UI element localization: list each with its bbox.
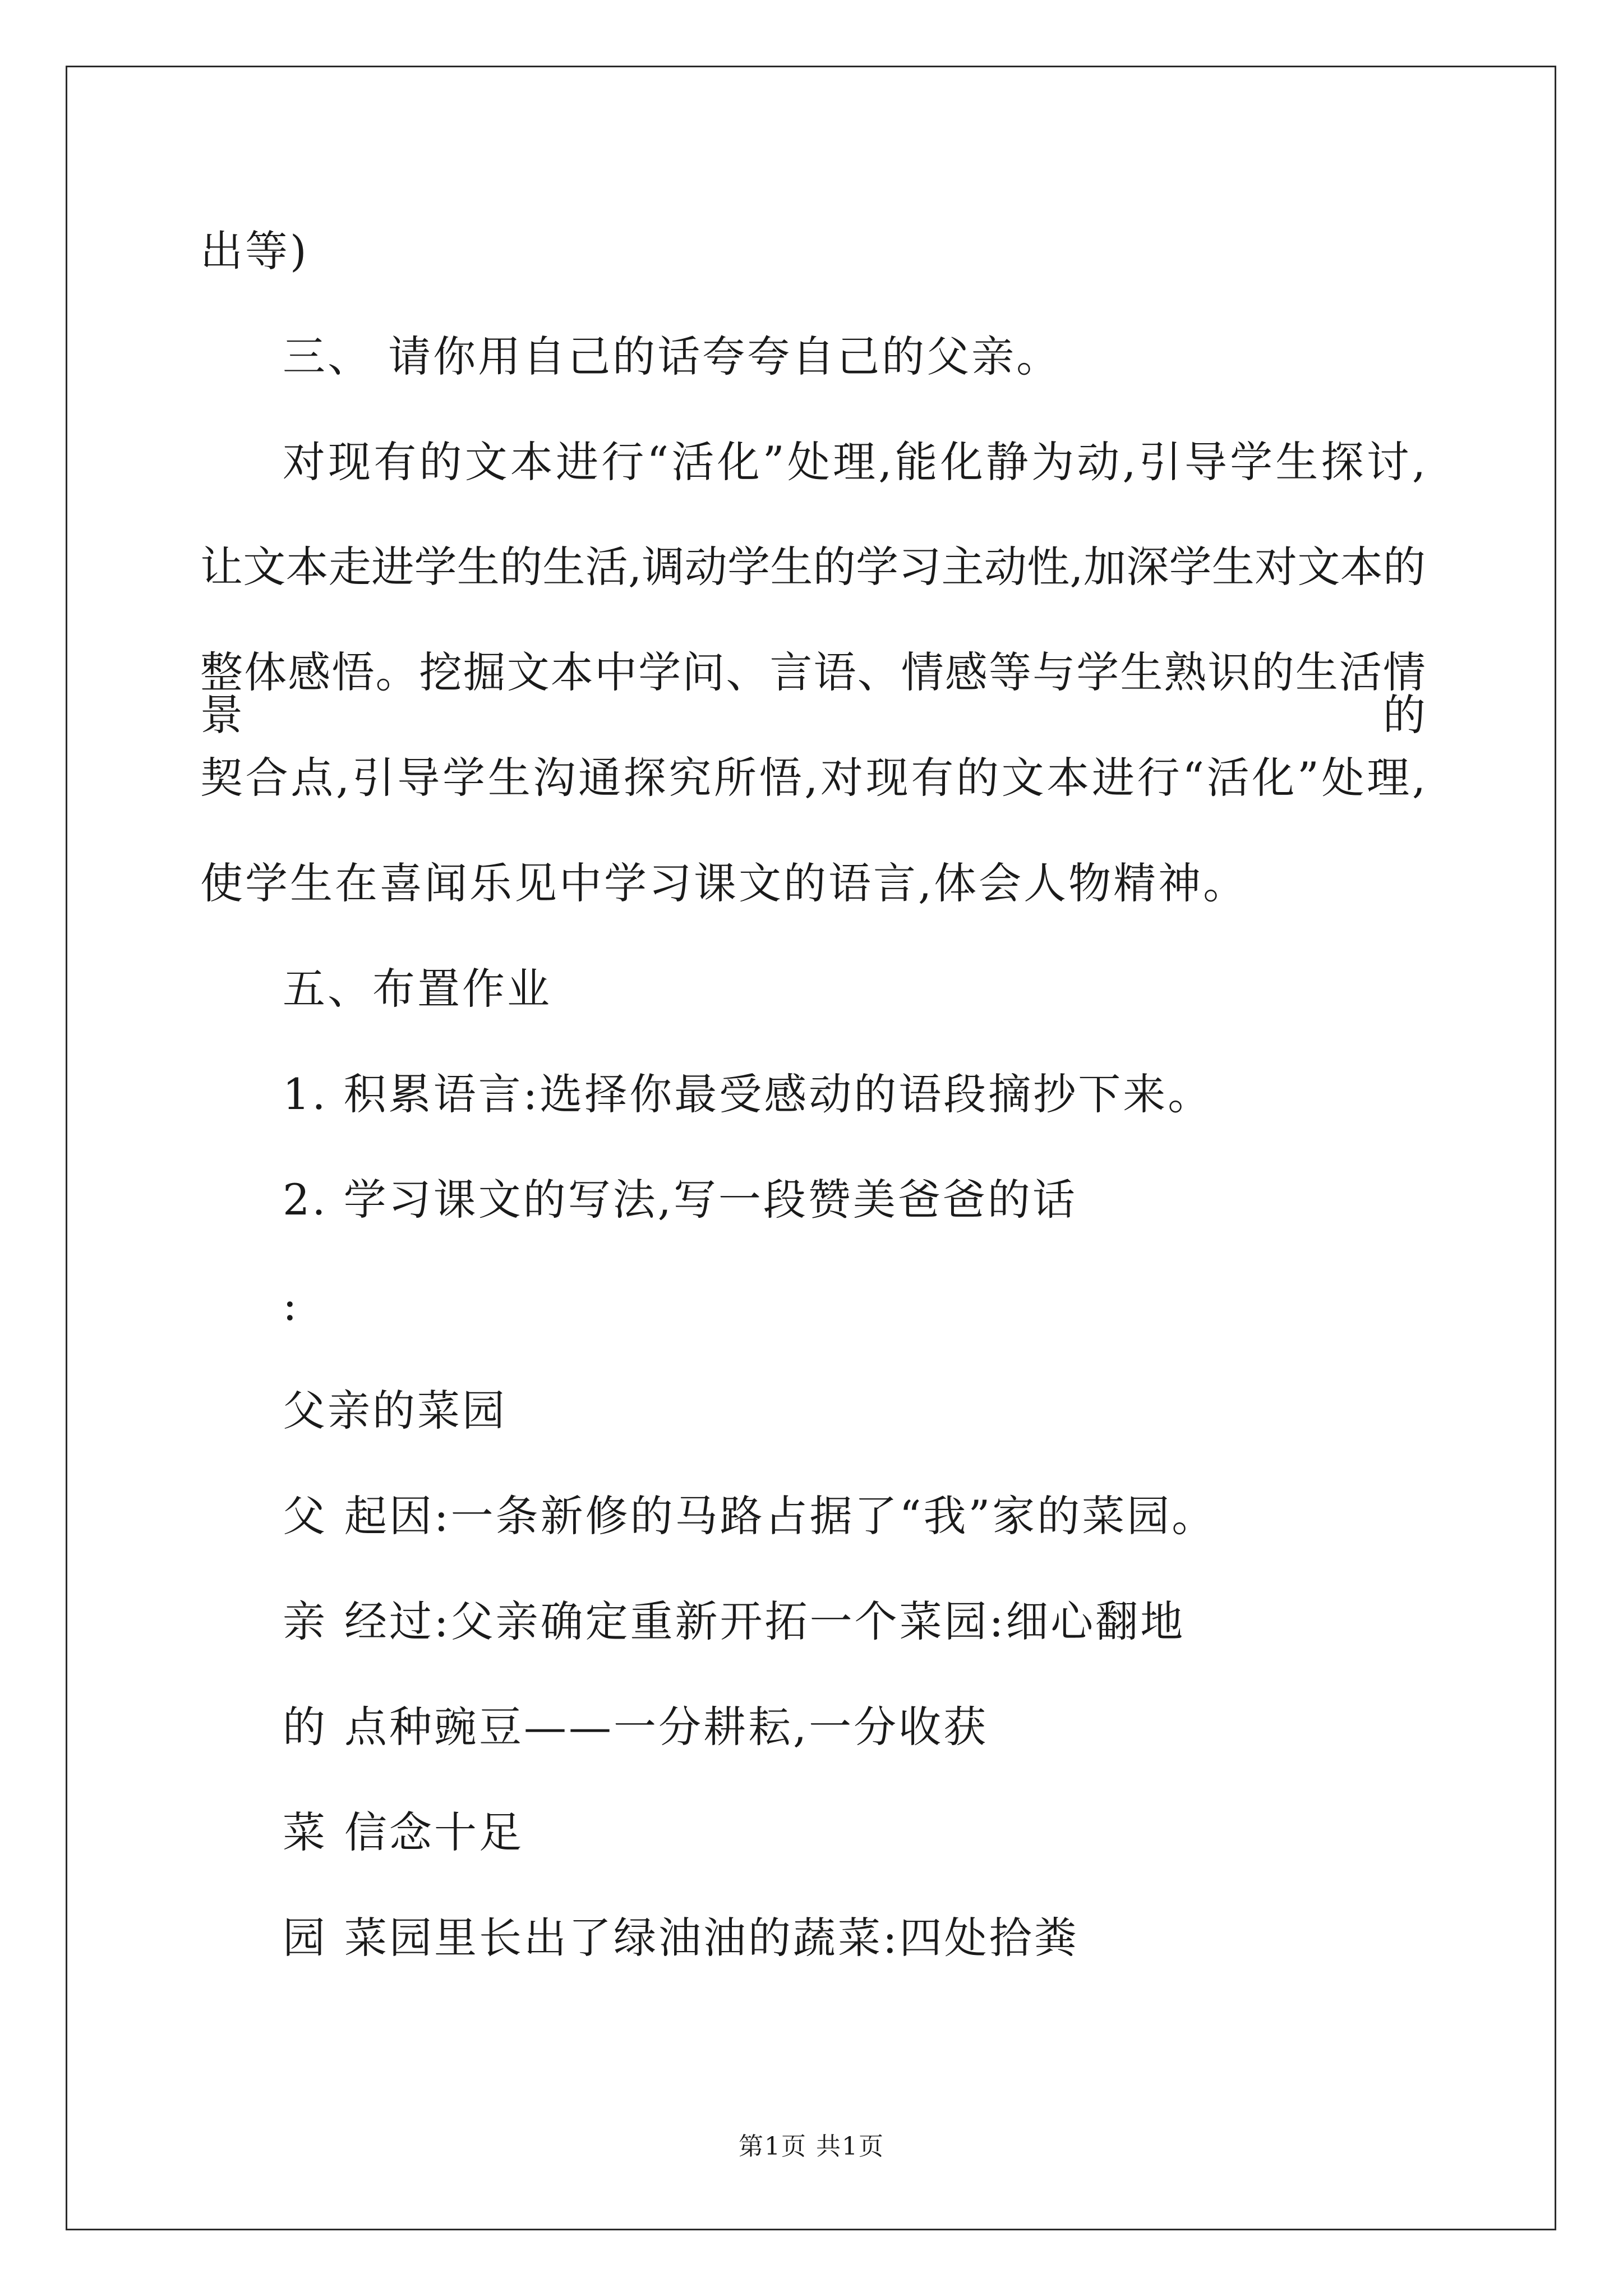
diagram-row xyxy=(283,1702,989,1752)
diagram-title: 父亲的菜园 xyxy=(283,1386,507,1435)
diagram-row-text: 菜园里长出了绿油油的蔬菜:四处拾粪 xyxy=(344,1913,1079,1963)
diagram-row-text: 经过:父亲确定重新开拓一个菜园:细心翻地 xyxy=(344,1596,1186,1646)
diagram-row xyxy=(283,1491,1217,1541)
page-footer: 第1页 共1页 xyxy=(739,2132,884,2161)
diagram-row-mark: 菜 xyxy=(283,1807,328,1857)
homework-item: 2. 学习课文的写法,写一段赞美爸爸的话 xyxy=(283,1175,1077,1225)
paragraph-line: 对现有的文本进行“活化”处理,能化静为动,引导学生探讨, xyxy=(283,437,1426,487)
diagram-row-text: 起因:一条新修的马路占据了“我”家的菜园。 xyxy=(344,1491,1217,1541)
paragraph-line: 使学生在喜闻乐见中学习课文的语言,体会人物精神。 xyxy=(200,858,1248,908)
section-heading: 五、布置作业 xyxy=(283,964,552,1014)
diagram-row xyxy=(283,1596,1186,1646)
diagram-row-text: 点种豌豆——一分耕耘,一分收获 xyxy=(344,1702,989,1752)
diagram-row-mark: 的 xyxy=(283,1702,328,1752)
diagram-row xyxy=(283,1807,524,1857)
section-heading: 三、 请你用自己的话夸夸自己的父亲。 xyxy=(283,332,1062,381)
paragraph-line: 契合点,引导学生沟通探究所悟,对现有的文本进行“活化”处理, xyxy=(200,753,1426,803)
homework-item: 1. 积累语言:选择你最受感动的语段摘抄下来。 xyxy=(283,1069,1213,1119)
diagram-row xyxy=(283,1913,1079,1963)
text-line: 出等) xyxy=(200,226,309,276)
diagram-row-text: 信念十足 xyxy=(344,1807,524,1857)
paragraph-line: 让文本走进学生的生活,调动学生的学习主动性,加深学生对文本的 xyxy=(200,542,1426,592)
page-border xyxy=(66,66,1556,2230)
diagram-row-mark: 父 xyxy=(283,1491,328,1541)
diagram-row-mark: 园 xyxy=(283,1913,328,1963)
text-line: : xyxy=(283,1280,299,1330)
diagram-row-mark: 亲 xyxy=(283,1596,328,1646)
paragraph-line: 整体感悟。挖掘文本中学问、言语、情感等与学生熟识的生活情景的 xyxy=(200,647,1426,740)
